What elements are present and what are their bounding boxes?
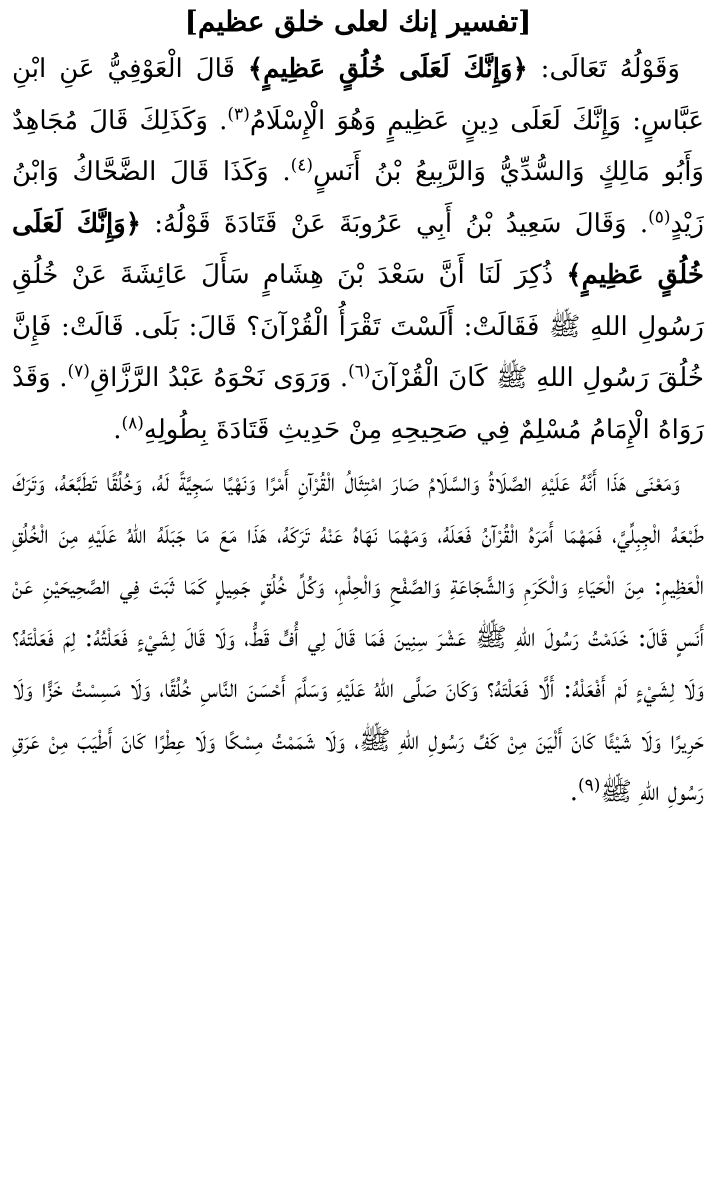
paragraph-meaning [12,458,704,819]
text-segment: . وَرَوَى نَحْوَهُ عَبْدُ الرَّزَّاقِ [89,363,349,393]
footnote-marker: (٩) [578,775,601,796]
quran-verse: ﴿وَإِنَّكَ لَعَلَى خُلُقٍ عَظِيمٍ﴾ [12,208,704,290]
text-segment: وَمَعْنَى هَذَا أَنَّهُ عَلَيْهِ الصَّلَاةُ وَالسَّلَامُ صَارَ امْتِثَالُ الْقُرْآنِ أَمْرًا وَنَهْيًا سَجِيَّةً لَهُ، وَخُلُقًا تَطَبَّعَهُ، وَتَرَكَ طَبْعَهُ الْجِبِلِّيَّ، فَمَهْمَا أَمَرَهُ الْقُرْآنُ فَعَلَهُ، وَمَهْمَا نَهَاهُ عَنْهُ تَرَكَهُ، هَذَا مَعَ مَا جَبَلَهُ اللهُ عَلَيْهِ مِنَ الْخُلُقِ الْعَظِيمِ: مِنَ الْحَيَاءِ وَالْكَرَمِ وَالشَّجَاعَةِ وَالصَّفْحِ وَالْحِلْمِ، وَكُلِّ خُلُقٍ جَمِيلٍ كَمَا ثَبَتَ فِي الصَّحِيحَيْنِ عَنْ أَنَسٍ قَالَ: خَدَمْتُ رَسُولَ اللهِ ﷺ عَشْرَ سِنِينَ فَمَا قَالَ لِي أُفٍّ قَطُّ، وَلَا قَالَ لِشَيْءٍ فَعَلْتُهُ: لِمَ فَعَلْتَهُ؟ وَلَا لِشَيْءٍ لَمْ أَفْعَلْهُ: أَلَّا فَعَلْتَهُ؟ وَكَانَ صَلَّى اللهُ عَلَيْهِ وَسَلَّمَ أَحْسَنَ النَّاسِ خُلُقًا، وَلَا مَسِسْتُ خَزًّا وَلَا حَرِيرًا وَلَا شَيْئًا كَانَ أَلْيَنَ مِنْ كَفِّ رَسُولِ اللهِ ﷺ، وَلَا شَمَمْتُ مِسْكًا وَلَا عِطْرًا كَانَ أَطْيَبَ مِنْ عَرَقِ رَسُولِ اللهِ ﷺ [12,468,704,807]
text-segment: . وَكَذَا قَالَ الضَّحَّاكُ وَابْنُ زَيْدٍ [12,157,704,239]
section-heading: [تفسير إنك لعلى خلق عظيم] [184,5,532,38]
text-segment: . وَقَدْ رَوَاهُ الْإِمَامُ مُسْلِمٌ فِي صَحِيحِهِ مِنْ حَدِيثِ قَتَادَةَ بِطُولِهِ [12,363,704,445]
paragraph-tafsir [12,44,704,456]
footnote-marker: (٣) [227,103,250,124]
text-segment: . [569,777,579,807]
footnote-marker: (٧) [67,361,90,382]
footnote-marker: (٨) [121,412,144,433]
text-segment: . وَكَذَلِكَ قَالَ مُجَاهِدٌ وَأَبُو مَالِكٍ وَالسُّدِّيُّ وَالرَّبِيعُ بْنُ أَنَسٍ [12,105,704,187]
text-segment: . [113,414,122,445]
footnote-marker: (٥) [648,206,671,227]
footnote-marker: (٦) [348,361,371,382]
text-segment: ذُكِرَ لَنَا أَنَّ سَعْدَ بْنَ هِشَامٍ سَأَلَ عَائِشَةَ عَنْ خُلُقِ رَسُولِ اللهِ ﷺ فَقَالَتْ: أَلَسْتَ تَقْرَأُ الْقُرْآنَ؟ قَالَ: بَلَى. قَالَتْ: فَإِنَّ خُلُقَ رَسُولِ اللهِ ﷺ كَانَ الْقُرْآنَ [12,260,704,393]
text-segment: . وَقَالَ سَعِيدُ بْنُ أَبِي عَرُوبَةَ عَنْ قَتَادَةَ قَوْلُهُ: [140,208,649,239]
text-segment: قَالَ الْعَوْفِيُّ عَنِ ابْنِ عَبَّاسٍ: وَإِنَّكَ لَعَلَى دِينٍ عَظِيمٍ وَهُوَ الْإِسْلَامُ [12,54,704,136]
quran-verse: ﴿وَإِنَّكَ لَعَلَى خُلُقٍ عَظِيمٍ﴾ [247,54,528,84]
text-segment: وَقَوْلُهُ تَعَالَى: [527,54,680,84]
footnote-marker: (٤) [290,155,314,176]
